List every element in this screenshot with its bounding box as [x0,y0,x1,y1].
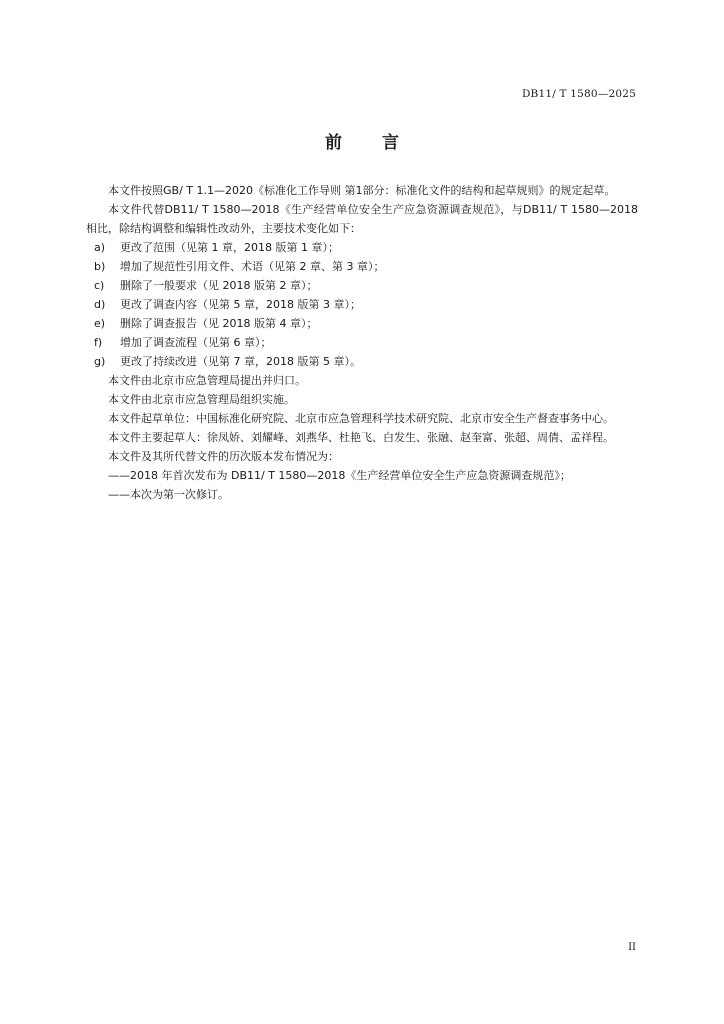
foreword-body [86,181,638,504]
list-item-text: 更改了调查内容（见第 5 章，2018 版第 3 章）； [120,298,361,311]
page-number: II [628,942,636,953]
list-item-text: 增加了规范性引用文件、术语（见第 2 章、第 3 章）； [120,260,385,273]
list-item-text: 删除了调查报告（见 2018 版第 4 章）； [120,317,318,330]
history-item: ——本次为第一次修订。 [108,488,229,501]
list-marker: f) [94,336,103,349]
list-marker: e) [94,317,106,330]
list-item [86,333,638,352]
paragraph-replacement: 本文件代替DB11/ T 1580—2018《生产经营单位安全生产应急资源调查规范》，与DB11/ T 1580—2018相比，除结构调整和编辑性改动外，主要技术变化如下： [86,203,638,235]
paragraph-drafting-units: 本文件起草单位：中国标准化研究院、北京市应急管理科学技术研究院、北京市安全生产督查事务中心。 [108,412,614,425]
list-item [86,238,638,257]
paragraph-drafters: 本文件主要起草人：徐凤娇、刘耀峰、刘燕华、杜艳飞、白发生、张融、赵奎富、张超、周倩、孟祥程。 [108,431,614,444]
paragraph-history-intro: 本文件及其所代替文件的历次版本发布情况为： [108,450,339,463]
list-marker: g) [94,355,106,368]
list-item-text: 删除了一般要求（见 2018 版第 2 章）； [120,279,318,292]
list-marker: d) [94,298,106,311]
list-item-text: 增加了调查流程（见第 6 章）； [120,336,272,349]
page-title: 前言 [325,133,439,153]
list-item-text: 更改了范围（见第 1 章，2018 版第 1 章）； [120,241,339,254]
list-item [86,314,638,333]
list-item [86,352,638,371]
paragraph-proposed-by: 本文件由北京市应急管理局提出并归口。 [108,374,306,387]
list-item [86,276,638,295]
list-item [86,257,638,276]
list-item-text: 更改了持续改进（见第 7 章，2018 版第 5 章）。 [120,355,361,368]
list-item [86,295,638,314]
list-marker: b) [94,260,106,273]
list-marker: c) [94,279,105,292]
document-code: DB11/ T 1580—2025 [521,88,636,100]
list-marker: a) [94,241,106,254]
history-item: ——2018 年首次发布为 DB11/ T 1580—2018《生产经营单位安全生产应急资源调查规范》； [108,469,571,482]
history-list [86,466,638,504]
paragraph-organized-by: 本文件由北京市应急管理局组织实施。 [108,393,295,406]
paragraph-standard-basis: 本文件按照GB/ T 1.1—2020《标准化工作导则 第1部分：标准化文件的结构和起草规则》的规定起草。 [108,184,616,197]
changes-list [86,238,638,371]
